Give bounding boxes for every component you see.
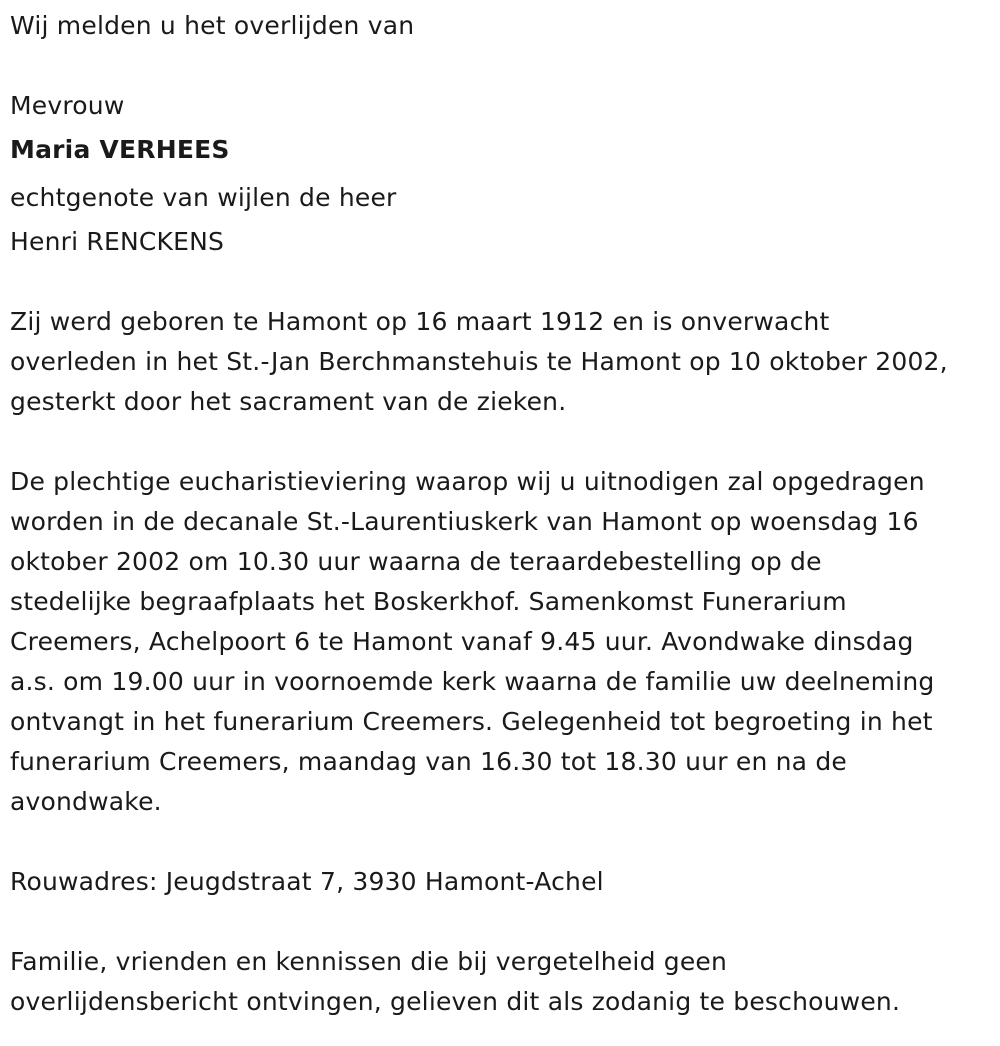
paragraph-line: overlijdensbericht ontvingen, gelieven dit als zodanig te beschouwen. (10, 987, 901, 1016)
mourning-address: Rouwadres: Jeugdstraat 7, 3930 Hamont-Achel (10, 867, 604, 896)
spacer (10, 46, 995, 86)
paragraph-line: funerarium Creemers, maandag van 16.30 tot 18.30 uur en na de (10, 747, 847, 776)
deceased-name: Maria VERHEES (10, 135, 230, 164)
paragraph-line: Creemers, Achelpoort 6 te Hamont vanaf 9.45 uur. Avondwake dinsdag (10, 627, 914, 656)
birth-death-paragraph (10, 302, 995, 422)
spouse-name: Henri RENCKENS (10, 227, 225, 256)
closing-paragraph (10, 942, 995, 1022)
spacer (10, 262, 995, 302)
paragraph-line: gesterkt door het sacrament van de zieken. (10, 387, 567, 416)
paragraph-line: Familie, vrienden en kennissen die bij vergetelheid geen (10, 947, 728, 976)
paragraph-line: avondwake. (10, 787, 162, 816)
paragraph-line: ontvangt in het funerarium Creemers. Gelegenheid tot begroeting in het (10, 707, 933, 736)
paragraph-line: oktober 2002 om 10.30 uur waarna de teraardebestelling op de (10, 547, 822, 576)
paragraph-line: worden in de decanale St.-Laurentiuskerk van Hamont op woensdag 16 (10, 507, 919, 536)
paragraph-line: stedelijke begraafplaats het Boskerkhof. Samenkomst Funerarium (10, 587, 847, 616)
paragraph-line: Zij werd geboren te Hamont op 16 maart 1912 en is onverwacht (10, 307, 830, 336)
spacer (10, 902, 995, 942)
person-title: Mevrouw (10, 91, 125, 120)
death-notice (10, 6, 995, 1022)
spacer (10, 422, 995, 462)
ceremony-paragraph (10, 462, 995, 822)
paragraph-line: overleden in het St.-Jan Berchmanstehuis te Hamont op 10 oktober 2002, (10, 347, 948, 376)
paragraph-line: a.s. om 19.00 uur in voornoemde kerk waarna de familie uw deelneming (10, 667, 935, 696)
intro-text: Wij melden u het overlijden van (10, 11, 415, 40)
spacer (10, 822, 995, 862)
relation-text: echtgenote van wijlen de heer (10, 183, 397, 212)
paragraph-line: De plechtige eucharistieviering waarop wij u uitnodigen zal opgedragen (10, 467, 925, 496)
